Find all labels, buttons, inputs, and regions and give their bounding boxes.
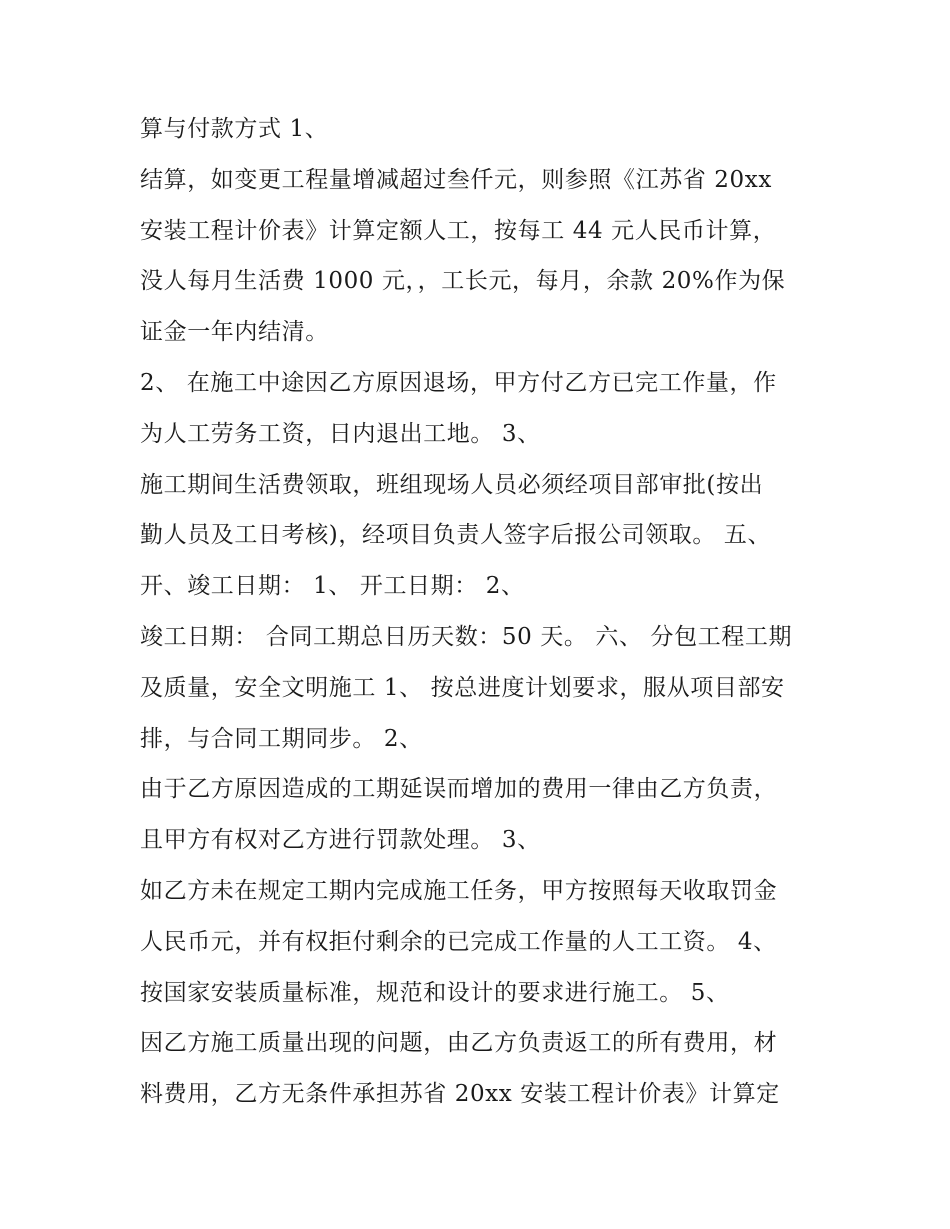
text-line: 为人工劳务工资，日内退出工地。 3、 xyxy=(140,420,541,447)
text-line: 算与付款方式 1、 xyxy=(140,116,329,142)
text-line: 按国家安装质量标准，规范和设计的要求进行施工。 5、 xyxy=(140,979,730,1006)
text-line: 施工期间生活费领取，班组现场人员必须经项目部审批(按出 xyxy=(140,471,764,498)
text-line: 因乙方施工质量出现的问题，由乙方负责返工的所有费用，材 xyxy=(140,1030,778,1057)
text-line: 开、竣工日期： 1、 开工日期： 2、 xyxy=(140,573,525,600)
document-body xyxy=(140,104,820,1120)
text-line: 2、 在施工中途因乙方原因退场，甲方付乙方已完工作量，作 xyxy=(140,369,777,396)
text-line: 排，与合同工期同步。 2、 xyxy=(140,725,423,752)
text-line: 由于乙方原因造成的工期延误而增加的费用一律由乙方负责， xyxy=(140,776,778,803)
text-line: 竣工日期： 合同工期总日历天数：50 天。 六、 分包工程工期 xyxy=(140,623,793,650)
text-line: 且甲方有权对乙方进行罚款处理。 3、 xyxy=(140,827,541,854)
text-line: 料费用，乙方无条件承担苏省 20xx 安装工程计价表》计算定 xyxy=(140,1081,780,1108)
text-line: 安装工程计价表》计算定额人工，按每工 44 元人民币计算， xyxy=(140,217,777,244)
text-line: 如乙方未在规定工期内完成施工任务，甲方按照每天收取罚金 xyxy=(140,877,778,904)
text-line: 证金一年内结清。 xyxy=(140,319,329,346)
text-line: 及质量，安全文明施工 1、 按总进度计划要求，服从项目部安 xyxy=(140,674,785,701)
text-line: 结算，如变更工程量增减超过叁仟元，则参照《江苏省 20xx xyxy=(140,166,772,193)
text-line: 勤人员及工日考核)，经项目负责人签字后报公司领取。 五、 xyxy=(140,522,772,549)
text-line: 没人每月生活费 1000 元，，工长元，每月，余款 20%作为保 xyxy=(140,268,786,295)
text-line: 人民币元，并有权拒付剩余的已完成工作量的人工工资。 4、 xyxy=(140,928,777,955)
